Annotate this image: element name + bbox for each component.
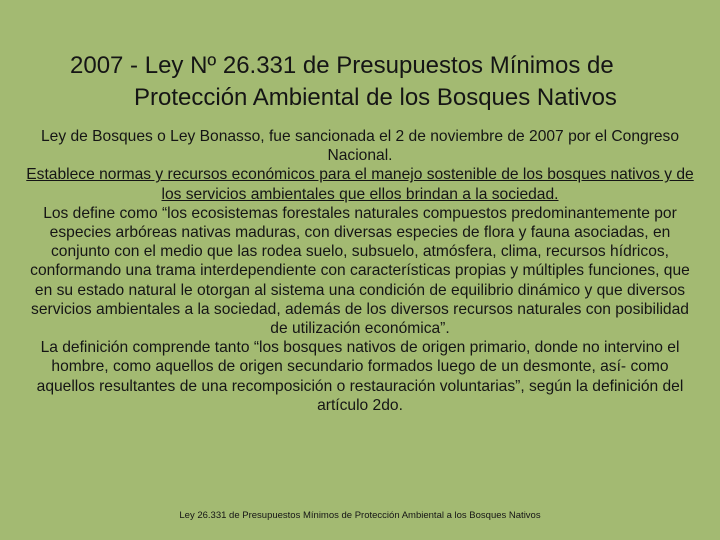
slide-title (0, 50, 720, 114)
title-line-1: 2007 - Ley Nº 26.331 de Presupuestos Mínimos de (70, 52, 614, 79)
paragraph-law-sanction: Ley de Bosques o Ley Bonasso, fue sancionada el 2 de noviembre de 2007 por el Congreso Nacional. (40, 128, 680, 165)
paragraph-norms: Establece normas y recursos económicos para el manejo sostenible de los bosques nativos y de los servicios ambientales que ellos brindan a la sociedad. (26, 166, 694, 203)
slide-body (22, 127, 698, 415)
paragraph-definition: Los define como “los ecosistemas forestales naturales compuestos predominantemente por especies arbóreas nativas maduras, con diversas especies de flora y fauna asociadas, en conjunto con el medio que las rodea suelo, subsuelo, atmósfera, clima, recursos hídricos, conformando una trama interdependiente con características propias y múltiples funciones, que en su estado natural le otorgan al sistema una condición de equilibrio dinámico y que diversos servicios ambientales a la sociedad, además de los diversos recursos naturales con posibilidad de utilización económica”. (30, 204, 690, 338)
slide-footer: Ley 26.331 de Presupuestos Mínimos de Protección Ambiental a los Bosques Nativos (179, 510, 541, 521)
title-line-2: Protección Ambiental de los Bosques Nativos (134, 84, 617, 111)
paragraph-scope: La definición comprende tanto “los bosques nativos de origen primario, donde no intervino el hombre, como aquellos de origen secundario formados luego de un desmonte, así- como aquellos resultantes de una recomposición o restauración voluntarias”, según la definición del artículo 2do. (36, 339, 684, 414)
